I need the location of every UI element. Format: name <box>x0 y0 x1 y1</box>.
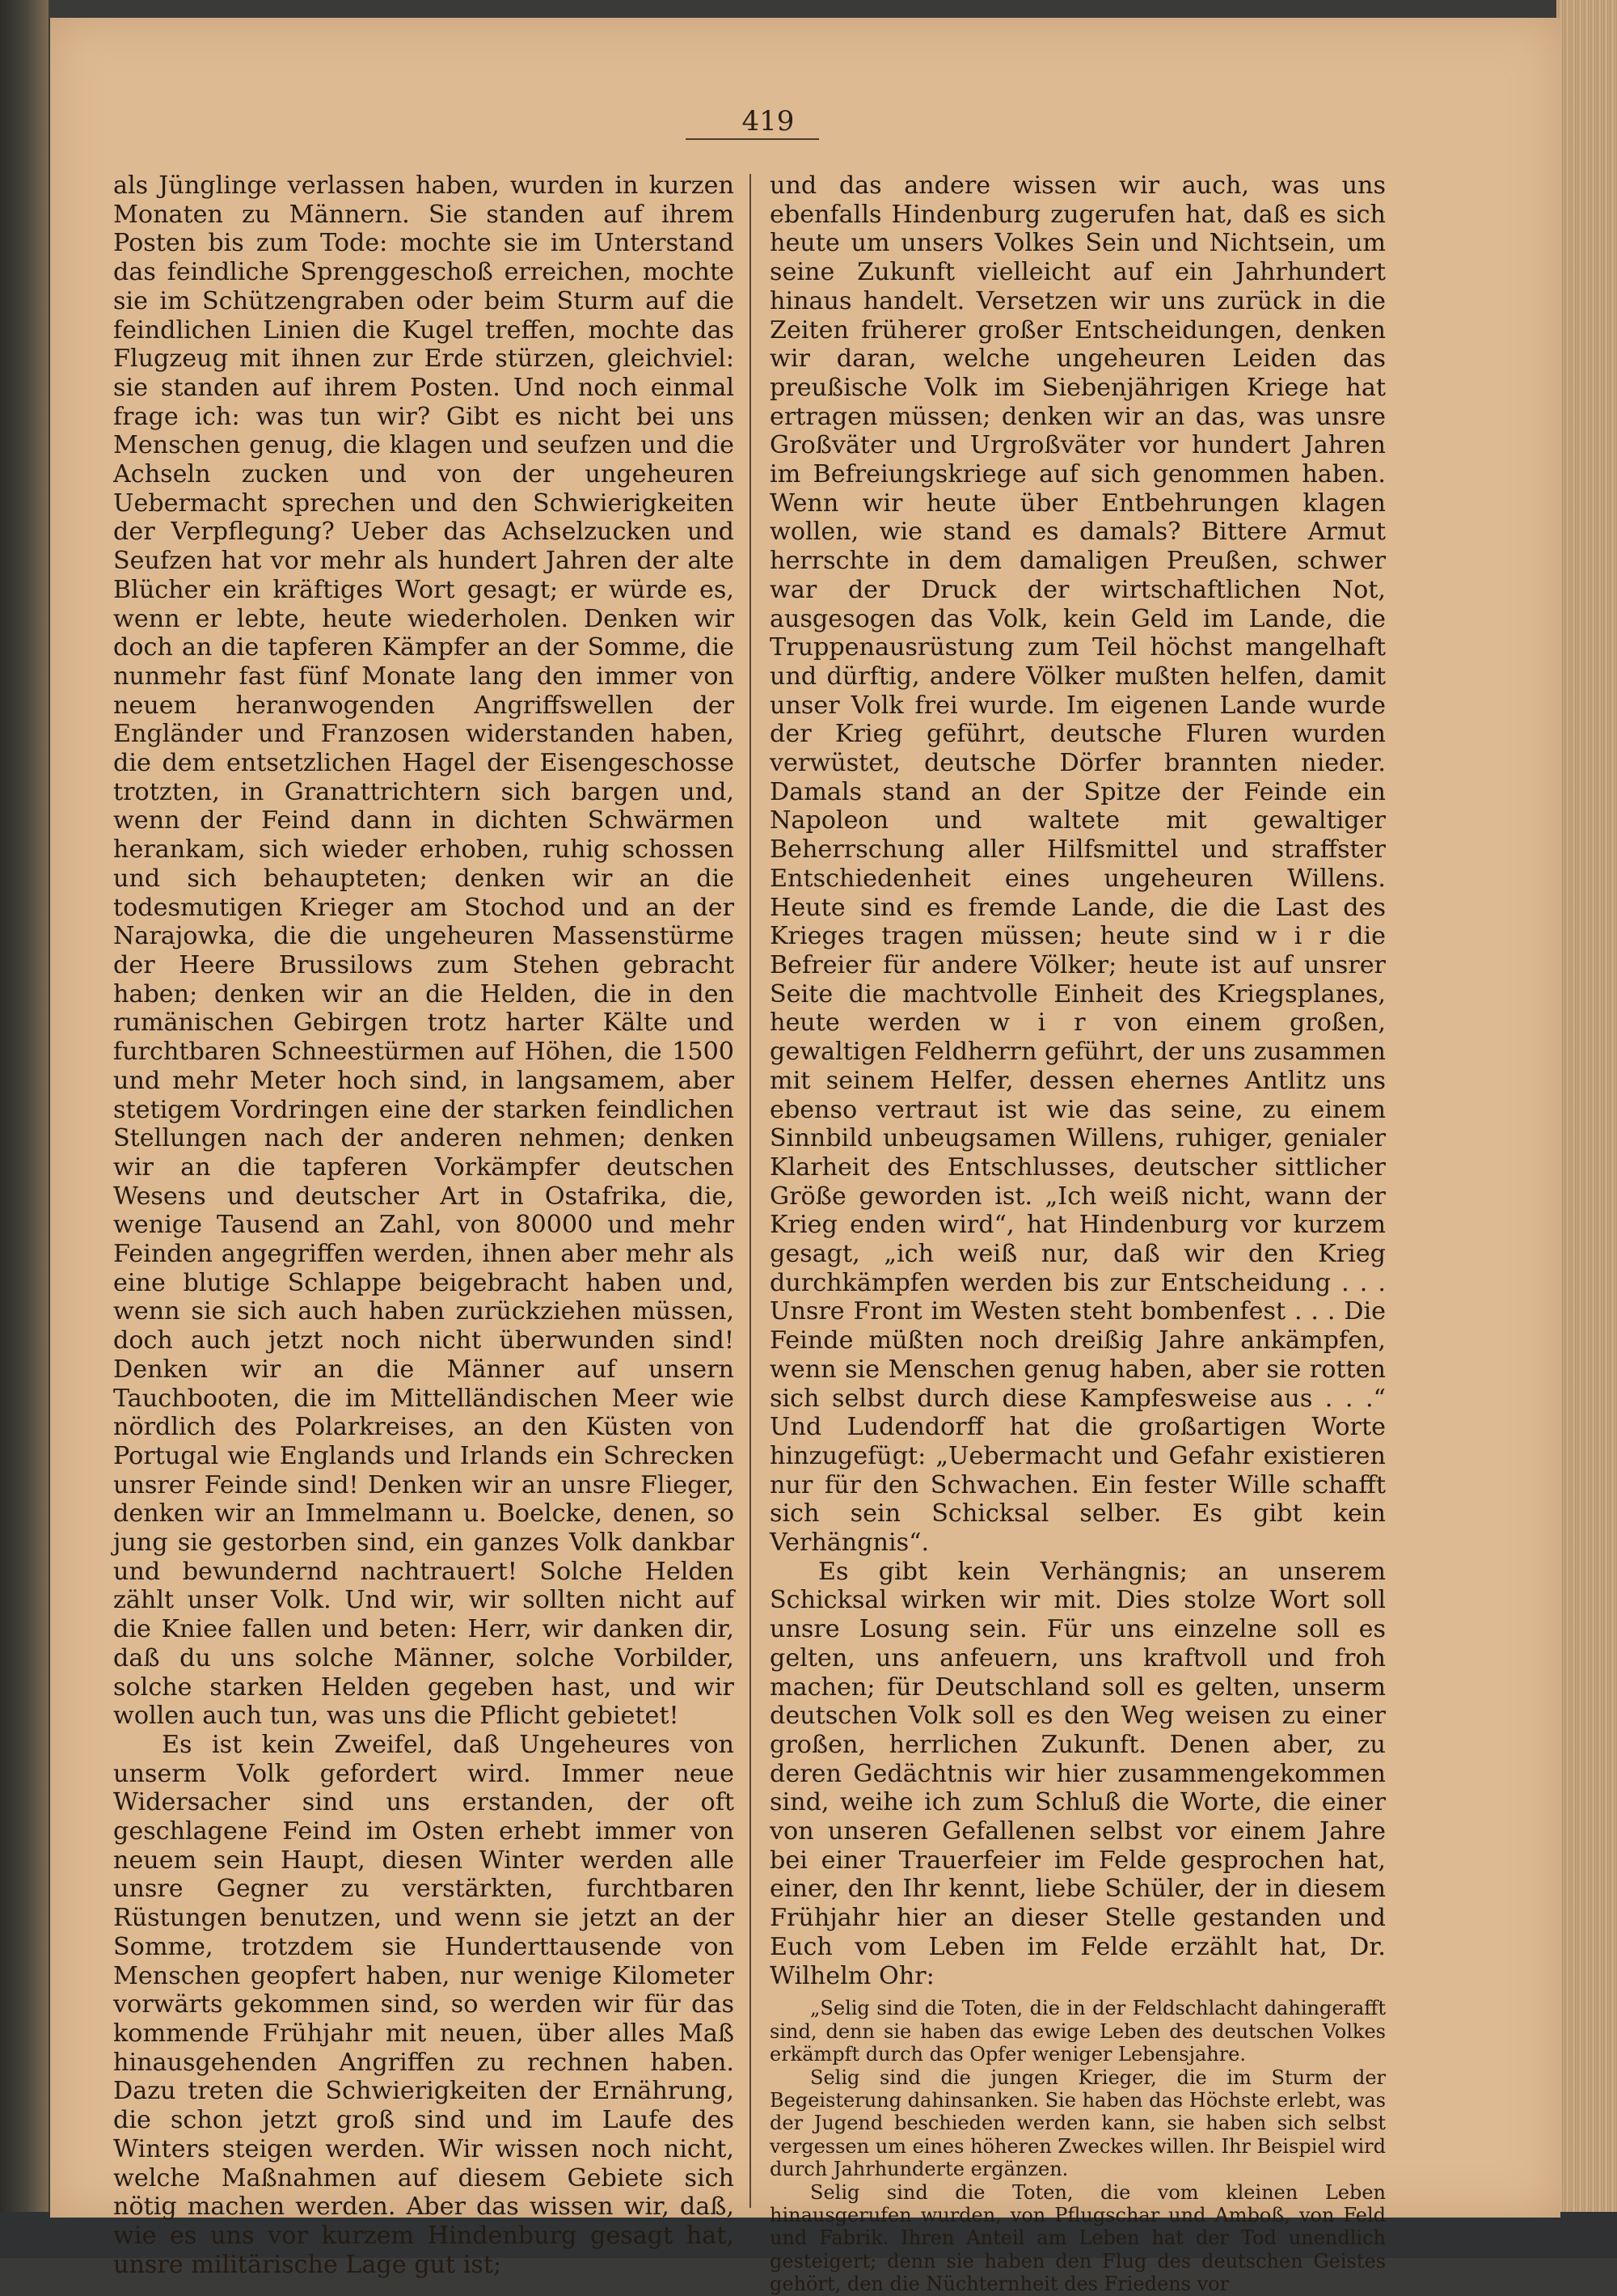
page-number: 419 <box>741 105 795 137</box>
paragraph: als Jünglinge verlassen haben, wurden in kurzen Monaten zu Männern. Sie standen auf ihrem Posten bis zum Tode: mochte sie im Unterstand das feindliche Sprenggeschoß erreichen, mochte sie im Schützengraben oder beim Sturm auf die feindlichen Linien die Kugel treffen, mochte das Flugzeug mit ihnen zur Erde stürzen, gleichviel: sie standen auf ihrem Posten. Und noch einmal frage ich: was tun wir? Gibt es nicht bei uns Menschen genug, die klagen und seufzen und die Achseln zucken und von der ungeheuren Uebermacht sprechen und den Schwierigkeiten der Verpflegung? Ueber das Achselzucken und Seufzen hat vor mehr als hundert Jahren der alte Blücher ein kräftiges Wort gesagt; er würde es, wenn er lebte, heute wiederholen. Denken wir doch an die tapferen Kämpfer an der Somme, die nunmehr fast fünf Monate lang den immer von neuem heranwogenden Angriffswellen der Engländer und Franzosen widerstanden haben, die dem entsetzlichen Hagel der Eisengeschosse trotzten, in Granattrichtern sich bargen und, wenn der Feind dann in dichten Schwärmen herankam, sich wieder erhoben, ruhig schossen und sich behaupteten; denken wir an die todesmutigen Krieger am Stochod und an der Narajowka, die die ungeheuren Massenstürme der Heere Brussilows zum Stehen gebracht haben; denken wir an die Helden, die in den rumänischen Gebirgen trotz harter Kälte und furchtbaren Schneestürmen auf Höhen, die 1500 und mehr Meter hoch sind, in langsamem, aber stetigem Vordringen eine der starken feindlichen Stellungen nach der anderen nehmen; denken wir an die tapferen Vorkämpfer deutschen Wesens und deutscher Art in Ostafrika, die, wenige Tausend an Zahl, von 80000 und mehr Feinden angegriffen werden, ihnen aber mehr als eine blutige Schlappe beigebracht haben und, wenn sie sich auch haben zurückziehen müssen, doch auch jetzt noch nicht überwunden sind! Denken wir an die Männer auf unsern Tauchbooten, die im Mittelländischen Meer wie nördlich des Polarkreises, an den Küsten von Portugal wie Englands und Irlands ein Schrecken unsrer Feinde sind! Denken wir an unsre Flieger, denken wir an Immelmann u. Boelcke, denen, so jung sie gestorben sind, ein ganzes Volk dankbar und bewundernd nachtrauert! Solche Helden zählt unser Volk. Und wir, wir sollten nicht auf die Kniee fallen und beten: Herr, wir danken dir, daß du uns solche Männer, solche Vorbilder, solche starken Helden gegeben hast, und wir wollen auch tun, was uns die Pflicht gebietet! <box>113 171 734 1731</box>
right-column <box>770 171 1386 2296</box>
paragraph: und das andere wissen wir auch, was uns ebenfalls Hindenburg zugerufen hat, daß es sich heute um unsers Volkes Sein und Nichtsein, um seine Zukunft vielleicht auf ein Jahrhundert hinaus handelt. Versetzen wir uns zurück in die Zeiten früherer großer Entscheidungen, denken wir daran, welche ungeheuren Leiden das preußische Volk im Siebenjährigen Kriege hat ertragen müssen; denken wir an das, was unsre Großväter und Urgroßväter vor hundert Jahren im Befreiungskriege auf sich genommen haben. Wenn wir heute über Entbehrungen klagen wollen, wie stand es damals? Bittere Armut herrschte in dem damaligen Preußen, schwer war der Druck der wirtschaftlichen Not, ausgesogen das Volk, kein Geld im Lande, die Truppenausrüstung zum Teil höchst mangelhaft und dürftig, andere Völker mußten helfen, damit unser Volk frei wurde. Im eigenen Lande wurde der Krieg geführt, deutsche Fluren wurden verwüstet, deutsche Dörfer brannten nieder. Damals stand an der Spitze der Feinde ein Napoleon und waltete mit gewaltiger Beherrschung aller Hilfsmittel und straffster Entschiedenheit eines ungeheuren Willens. Heute sind es fremde Lande, die die Last des Krieges tragen müssen; heute sind w i r die Befreier für andere Völker; heute ist auf unsrer Seite die machtvolle Einheit des Kriegsplanes, heute werden w i r von einem großen, gewaltigen Feldherrn geführt, der uns zusammen mit seinem Helfer, dessen ehernes Antlitz uns ebenso vertraut ist wie das seine, zu einem Sinnbild unbeugsamen Willens, ruhiger, genialer Klarheit des Entschlusses, deutscher sittlicher Größe geworden ist. „Ich weiß nicht, wann der Krieg enden wird“, hat Hindenburg vor kurzem gesagt, „ich weiß nur, daß wir den Krieg durchkämpfen werden bis zur Entscheidung . . . Unsre Front im Westen steht bombenfest . . . Die Feinde müßten noch dreißig Jahre ankämpfen, wenn sie Menschen genug haben, aber sie rotten sich selbst durch diese Kampfesweise aus . . .“ Und Ludendorff hat die großartigen Worte hinzugefügt: „Uebermacht und Gefahr existieren nur für den Schwachen. Ein fester Wille schafft sich sein Schicksal selber. Es gibt kein Verhängnis“. <box>770 171 1386 1558</box>
paragraph: Es ist kein Zweifel, daß Ungeheures von unserm Volk gefordert wird. Immer neue Widersacher sind uns erstanden, der oft geschlagene Feind im Osten erhebt immer von neuem sein Haupt, diesen Winter werden alle unsre Gegner zu verstärkten, furchtbaren Rüstungen benutzen, und wenn sie jetzt an der Somme, trotzdem sie Hunderttausende von Menschen geopfert haben, nur wenige Kilometer vorwärts gekommen sind, so werden wir für das kommende Frühjahr mit neuen, über alles Maß hinausgehenden Angriffen zu rechnen haben. Dazu treten die Schwierigkeiten der Ernährung, die schon jetzt groß sind und im Laufe des Winters steigen werden. Wir wissen noch nicht, welche Maßnahmen auf diesem Gebiete sich nötig machen werden. Aber das wissen wir, daß, wie es uns vor kurzem Hindenburg gesagt hat, unsre militärische Lage gut ist; <box>113 1730 734 2279</box>
quotation-block <box>770 1997 1386 2295</box>
column-divider <box>749 174 751 2208</box>
page-stack-edge <box>1556 0 1617 2258</box>
quote-paragraph: Selig sind die Toten, die vom kleinen Leben hinausgerufen wurden, von Pflugschar und Amboß, von Feld und Fabrik. Ihren Anteil am Leben hat der Tod unendlich gesteigert; denn sie haben den Flug des deutschen Geistes gehört, den die Nüchternheit des Friedens vor <box>770 2180 1386 2296</box>
paragraph: Es gibt kein Verhängnis; an unserem Schicksal wirken wir mit. Dies stolze Wort soll unsre Losung sein. Für uns einzelne soll es gelten, uns anfeuern, uns kraftvoll und froh machen; für Deutschland soll es gelten, unserm deutschen Volk soll es den Weg weisen zu einer großen, herrlichen Zukunft. Denen aber, zu deren Gedächtnis wir hier zusammengekommen sind, weihe ich zum Schluß die Worte, die einer von unseren Gefallenen selbst vor einem Jahre bei einer Trauerfeier im Felde gesprochen hat, einer, den Ihr kennt, liebe Schüler, der in diesem Frühjahr hier an dieser Stelle gestanden und Euch vom Leben im Felde erzählt hat, Dr. Wilhelm Ohr: <box>770 1557 1386 1990</box>
quote-paragraph: „Selig sind die Toten, die in der Feldschlacht dahingerafft sind, denn sie haben das ewige Leben des deutschen Volkes erkämpft durch das Opfer weniger Lebensjahre. <box>770 1997 1386 2066</box>
left-column <box>113 171 734 2279</box>
page-number-rule <box>686 138 819 140</box>
quote-paragraph: Selig sind die jungen Krieger, die im Sturm der Begeisterung dahinsanken. Sie haben das Höchste erlebt, was der Jugend beschieden werden kann, sie haben sich selbst vergessen um eines höheren Zweckes willen. Ihr Beispiel wird durch Jahrhunderte ergänzen. <box>770 2066 1386 2181</box>
book-binding-edge <box>0 0 49 2258</box>
